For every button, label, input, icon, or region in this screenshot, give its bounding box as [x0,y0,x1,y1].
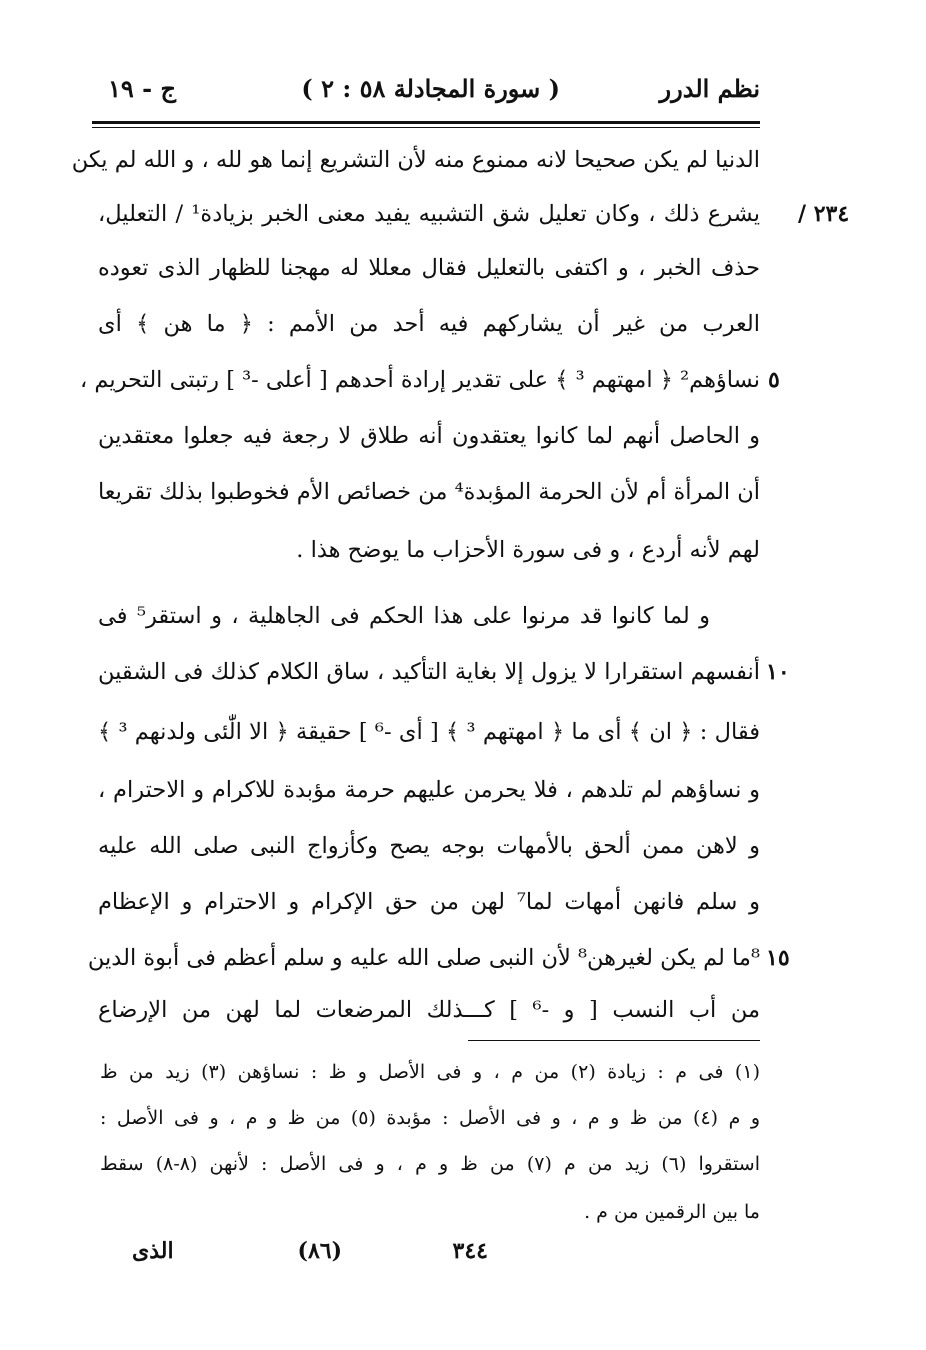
book-title: نظم الدرر [659,74,760,103]
text-line-2: يشرع ذلك ، وكان تعليل شق التشبيه يفيد معنى الخبر بزيادة¹ / التعليل، [98,201,760,227]
footnote-separator [468,1040,760,1041]
page-number: ٣٤٤ [452,1238,488,1264]
footnote-line-1: (١) فى م : زيادة (٢) من م ، و فى الأصل و ظ : نساؤهن (٣) زيد من ظ [100,1061,760,1083]
text-line-8: لهم لأنه أردع ، و فى سورة الأحزاب ما يوضح هذا . [296,537,760,563]
text-line-5: نساؤهم² ﴿ امهتهم ³ ﴾ على تقدير إرادة أحدهم [ أعلى -³ ] رتبتى التحريم ، [79,367,760,393]
text-line-10: أنفسهم استقرارا لا يزول إلا بغاية التأكيد ، ساق الكلام كذلك فى الشقين [98,659,760,685]
running-header [90,74,760,110]
line-number-10: ١٠ [766,659,790,685]
text-line-6: و الحاصل أنهم لما كانوا يعتقدون أنه طلاق لا رجعة فيه جعلوا معتقدين [98,423,760,449]
page-footer [90,1238,760,1278]
text-line-15: ⁸ما لم يكن لغيرهن⁸ لأن النبى صلى الله عليه و سلم أعظم فى أبوة الدين [87,945,760,971]
surah-reference: ( سورة المجادلة ٥٨ : ٢ ) [301,74,560,103]
line-number-5: ٥ [768,367,780,393]
text-line-16: من أب النسب [ و -⁶ ] كـــذلك المرضعات لما لهن من الإرضاع [98,997,760,1023]
sheet-number: (٨٦) [297,1238,342,1264]
text-line-7: أن المرأة أم لأن الحرمة المؤبدة⁴ من خصائص الأم فخوطبوا بذلك تقريعا [97,479,760,505]
text-line-4: العرب من غير أن يشاركهم فيه أحد من الأمم : ﴿ ما هن ﴾ أى [98,311,760,337]
text-line-3: حذف الخبر ، و اكتفى بالتعليل فقال معللا له مهجنا للظهار الذى تعوده [98,255,760,281]
header-rule-thick [92,121,760,124]
footnote-line-4: ما بين الرقمين من م . [584,1201,760,1223]
text-line-12: و نساؤهم لم تلدهم ، فلا يحرمن عليهم حرمة مؤبدة للاكرام و الاحترام ، [98,777,760,803]
line-number-15: ١٥ [766,945,790,971]
footnote-line-3: استقروا (٦) زيد من م (٧) من ظ و م ، و فى الأصل : لأنهن (٨-٨) سقط [100,1153,760,1175]
catchword: الذى [132,1238,174,1264]
text-line-9: و لما كانوا قد مرنوا على هذا الحكم فى الجاهلية ، و استقر⁵ فى [98,603,710,629]
text-line-1: الدنيا لم يكن صحيحا لانه ممنوع منه لأن التشريع إنما هو لله ، و الله لم يكن [71,147,760,173]
folio-marker: ٢٣٤ / [798,201,850,227]
header-rule-thin [92,127,760,128]
text-line-14: و سلم فانهن أمهات لما⁷ لهن من حق الإكرام و الاحترام و الإعظام [98,889,760,915]
footnote-line-2: و م (٤) من ظ و م ، و فى الأصل : مؤبدة (٥) من ظ و م ، و فى الأصل : [100,1107,761,1129]
volume-number: ج - ١٩ [108,74,176,103]
text-line-11: فقال : ﴿ ان ﴾ أى ما ﴿ امهتهم ³ ﴾ [ أى -⁶ ] حقيقة ﴿ الا الّٰئى ولدنهم ³ ﴾ [98,719,760,745]
text-line-13: و لاهن ممن ألحق بالأمهات بوجه يصح وكأزواج النبى صلى الله عليه [98,833,760,859]
